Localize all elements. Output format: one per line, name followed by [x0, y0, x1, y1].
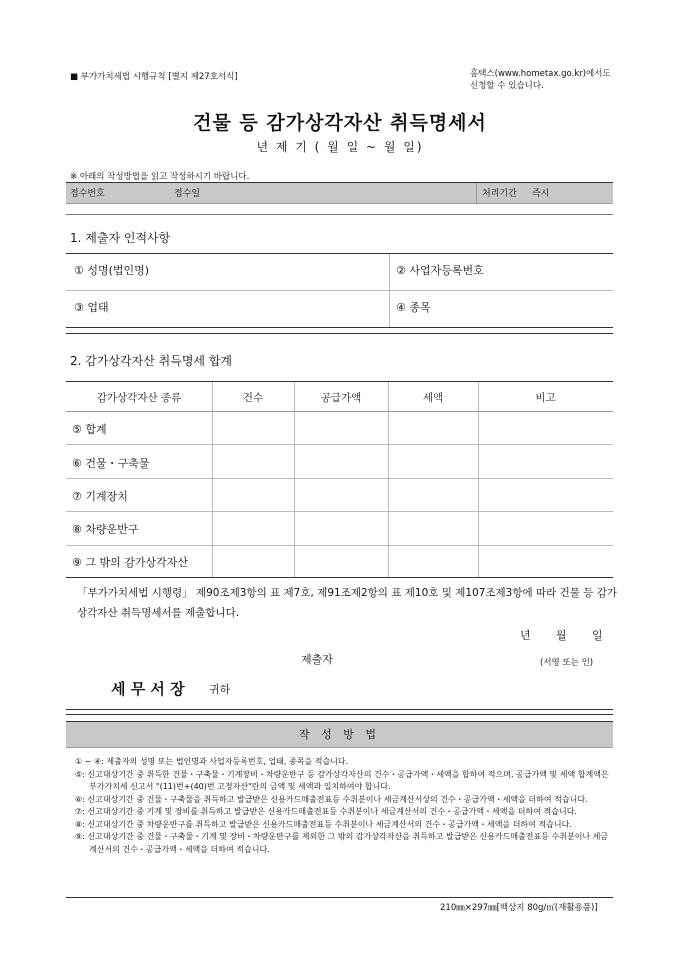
divider	[66, 478, 613, 479]
divider	[66, 714, 613, 715]
receipt-number-label: 접수번호	[70, 189, 105, 199]
tax-office-label: 세 무 서 장	[111, 680, 185, 698]
submission-statement: 「부가가치세법 시행령」 제90조제3항의 표 제7호, 제91조제2항의 표 제10호 및 제107조제3항에 따라 건물 등 감가상각자산 취득명세서를 제출합니다.	[77, 587, 618, 619]
row-total: ⑤ 합계	[72, 423, 107, 436]
divider	[388, 382, 389, 577]
process-period-value: 즉시	[532, 189, 550, 199]
date-day: 일	[592, 629, 603, 642]
guide-title: 작 성 방 법	[66, 721, 613, 748]
divider	[66, 897, 613, 898]
divider	[66, 444, 613, 445]
process-period-label: 처리기간	[482, 189, 517, 199]
guide-list	[75, 756, 610, 856]
biztype-label: ③ 업태	[74, 301, 109, 314]
bizno-label: ② 사업자등록번호	[396, 264, 484, 277]
receipt-bar	[66, 182, 613, 204]
date-month: 월	[556, 629, 567, 642]
divider	[66, 411, 613, 412]
guide-item: ⑧: 신고대상기간 중 차량운반구를 취득하고 발급받은 신용카드매출전표등 수취분이나 세금계산서의 건수・공급가액・세액을 더하여 적습니다.	[75, 819, 572, 829]
receipt-date-label: 접수일	[174, 189, 201, 199]
row-buildings: ⑥ 건물・구축물	[72, 457, 150, 470]
row-machinery: ⑦ 기계장치	[72, 490, 128, 503]
guide-item: ⑨: 신고대상기간 중 건물・구축물・기계 및 장비・차량운반구를 제외한 그 밖의 감가상각자산을 취득하고 발급받은 신용카드매출전표등 수취분이나 세금계산서의 건수・공급가액・세액을 더하여 적습니다.	[75, 832, 609, 854]
divider	[66, 333, 613, 334]
guide-item: ⑥: 신고대상기간 중 건물・구축물을 취득하고 발급받은 신용카드매출전표등 수취분이나 세금계산서상의 건수・공급가액・세액을 더하여 적습니다.	[75, 794, 588, 804]
col-asset-type: 감가상각자산 종류	[96, 392, 182, 404]
col-remarks: 비고	[535, 392, 556, 404]
divider	[66, 381, 613, 382]
apply-note-line2: 신청할 수 있습니다.	[470, 81, 544, 91]
col-tax: 세액	[422, 392, 444, 404]
divider	[66, 545, 613, 546]
instruction-note: ※ 아래의 작성방법을 읽고 작성하시기 바랍니다.	[70, 172, 250, 182]
divider	[66, 327, 613, 328]
divider	[212, 382, 213, 577]
divider	[66, 511, 613, 512]
item-label: ④ 종목	[396, 301, 431, 314]
honorific-label: 귀하	[209, 683, 231, 696]
row-other-assets: ⑨ 그 밖의 감가상각자산	[72, 556, 188, 569]
apply-note-line1: 홈택스(www.hometax.go.kr)에서도	[470, 69, 611, 79]
col-count: 건수	[242, 392, 264, 404]
paper-spec: 210㎜×297㎜[백상지 80g/㎡(재활용품)]	[440, 903, 598, 913]
name-label: ① 성명(법인명)	[74, 264, 150, 277]
divider	[294, 382, 295, 577]
divider	[66, 290, 613, 291]
row-vehicles: ⑧ 차량운반구	[72, 523, 139, 536]
col-supply-value: 공급가액	[320, 392, 362, 404]
date-year: 년	[520, 629, 531, 642]
submitter-label: 제출자	[301, 653, 333, 666]
divider	[66, 253, 613, 254]
divider	[478, 382, 479, 577]
guide-item: ⑤: 신고대상기간 중 취득한 건물・구축물・기계장비・차량운반구 등 감가상각자산의 건수・공급가액・세액을 합하여 적으며, 공급가액 및 세액 합계액은 부가가치세 신고서 "(11)번+(40)번 고정자산"란의 금액 및 세액과 일치하여야 합니다.	[75, 769, 609, 791]
section2-title: 2. 감가상각자산 취득명세 합계	[70, 354, 232, 368]
section1-title: 1. 제출자 인적사항	[70, 231, 171, 245]
guide-item: ① ~ ④: 제출자의 성명 또는 법인명과 사업자등록번호, 업태, 종목을 적습니다.	[75, 757, 349, 766]
form-label: ■ 부가가치세법 시행규칙 [별지 제27호서식]	[70, 72, 238, 82]
apply-note	[470, 68, 611, 92]
divider	[66, 577, 613, 578]
divider	[66, 709, 613, 710]
signature-label: (서명 또는 인)	[540, 658, 594, 668]
page-title: 건물 등 감가상각자산 취득명세서	[193, 112, 487, 134]
period-line: 년 제 기 ( 월 일 ~ 월 일)	[256, 140, 424, 154]
divider	[66, 203, 613, 204]
divider	[66, 214, 613, 215]
receipt-divider	[476, 183, 477, 204]
guide-item: ⑦: 신고대상기간 중 기계 및 장비를 취득하고 발급받은 신용카드매출전표등 수취분이나 세금계산서의 건수・공급가액・세액을 더하여 적습니다.	[75, 807, 577, 816]
